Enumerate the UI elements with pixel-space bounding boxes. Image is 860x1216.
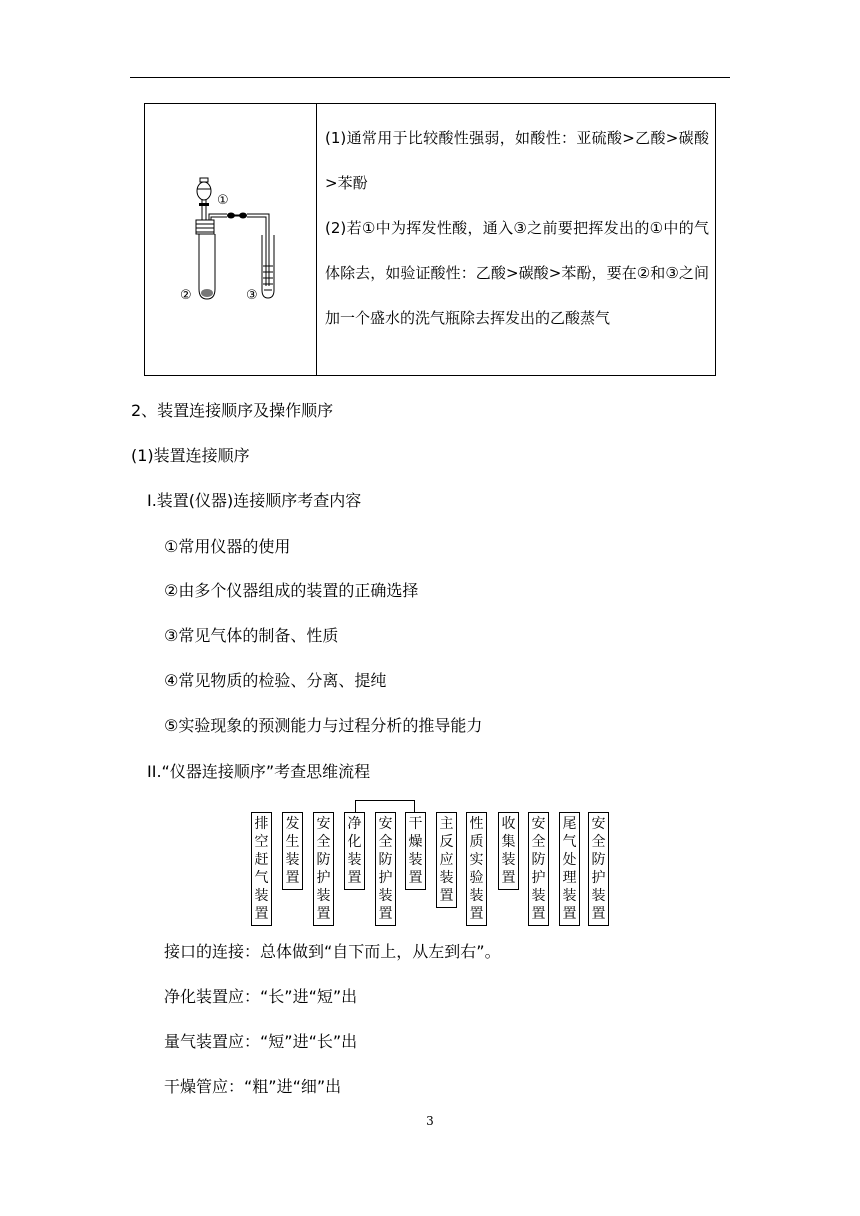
subsection-title: (1)装置连接顺序 <box>131 446 250 465</box>
flow-box-safety-3: 安全防护装置 <box>528 812 549 926</box>
content-item-3: ③常见气体的制备、性质 <box>164 626 339 645</box>
content-item-5: ⑤实验现象的预测能力与过程分析的推导能力 <box>164 716 483 735</box>
figure-label-3: ③ <box>246 288 258 303</box>
apparatus-description <box>317 104 715 341</box>
flow-bracket <box>355 800 415 812</box>
flow-box-safety-4: 安全防护装置 <box>588 812 609 926</box>
flow-box-safety-1: 安全防护装置 <box>313 812 334 926</box>
content-item-1: ①常用仪器的使用 <box>164 537 291 556</box>
description-point-2: (2)若①中为挥发性酸，通入③之前要把挥发出的①中的气体除去，如验证酸性：乙酸>碳酸>苯酚，要在②和③之间加一个盛水的洗气瓶除去挥发出的乙酸蒸气 <box>325 219 709 327</box>
flow-box-purification: 净化装置 <box>344 812 365 890</box>
header-rule <box>130 77 730 78</box>
figure-label-2: ② <box>180 288 192 303</box>
apparatus-table <box>144 103 716 376</box>
rule-purification: 净化装置应：“长”进“短”出 <box>164 987 358 1006</box>
rule-gas-measurement: 量气装置应：“短”进“长”出 <box>164 1032 358 1051</box>
flow-box-property-test: 性质实验装置 <box>466 812 487 926</box>
flow-box-main-reaction: 主反应装置 <box>436 812 457 908</box>
flow-box-tail-gas: 尾气处理装置 <box>559 812 580 926</box>
flow-box-exhaust: 排空赶气装置 <box>251 812 272 926</box>
figure-label-1: ① <box>217 193 229 208</box>
rule-interface: 接口的连接：总体做到“自下而上，从左到右”。 <box>164 942 501 961</box>
section-title: 2、装置连接顺序及操作顺序 <box>131 401 334 420</box>
flow-box-safety-2: 安全防护装置 <box>375 812 396 926</box>
rule-drying-tube: 干燥管应：“粗”进“细”出 <box>164 1077 342 1096</box>
flow-box-collection: 收集装置 <box>498 812 519 890</box>
apparatus-figure <box>145 104 317 377</box>
part1-title: I.装置(仪器)连接顺序考查内容 <box>147 491 362 510</box>
content-item-2: ②由多个仪器组成的装置的正确选择 <box>164 581 419 600</box>
page-number: 3 <box>426 1114 434 1128</box>
apparatus-description-cell <box>317 104 716 376</box>
flow-box-generation: 发生装置 <box>282 812 303 890</box>
content-item-4: ④常见物质的检验、分离、提纯 <box>164 671 387 690</box>
part2-title: II.“仪器连接顺序”考查思维流程 <box>147 762 371 781</box>
description-point-1: (1)通常用于比较酸性强弱，如酸性：亚硫酸>乙酸>碳酸>苯酚 <box>325 129 709 192</box>
apparatus-figure-cell <box>145 104 317 376</box>
flow-box-drying: 干燥装置 <box>405 812 426 890</box>
